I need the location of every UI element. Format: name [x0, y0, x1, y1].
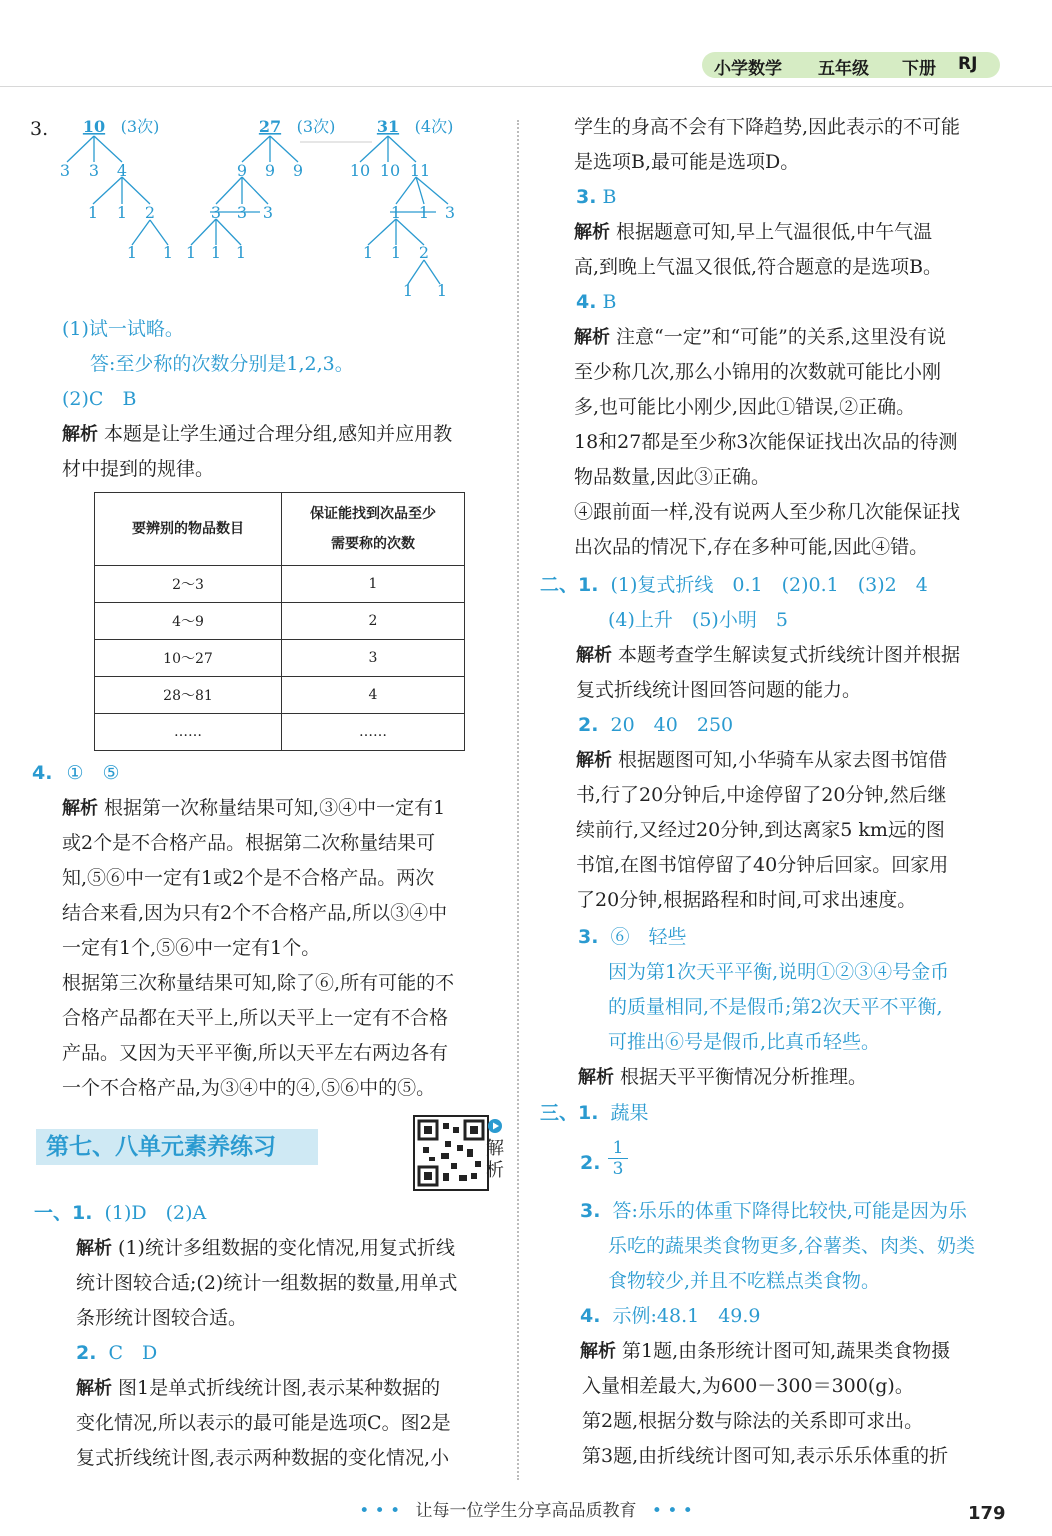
q4-exp-line: 一定有1个,⑤⑥中一定有1个。 — [62, 937, 321, 959]
jiexi-label: 解析 — [578, 1067, 614, 1088]
s3r-line — [580, 1194, 967, 1229]
r3-exp-line: 高,到晚上气温又很低,符合题意的是选项B。 — [574, 256, 943, 278]
tree3-node: 1 — [390, 243, 402, 262]
s3r-blue-line: 食物较少,并且不吃糕点类食物。 — [608, 1270, 881, 1292]
section-title: 第七、八单元素养练习 — [36, 1129, 318, 1165]
tree3-node: 1 — [418, 203, 430, 222]
q4-answer: ① ⑤ — [66, 762, 120, 784]
table-row — [95, 566, 465, 603]
jiexi-label: 解析 — [574, 327, 610, 348]
q4-line — [32, 756, 120, 791]
r3-explanation — [574, 215, 932, 250]
tree2-node: 9 — [292, 161, 304, 180]
r4-exp-line: 出次品的情况下,存在多种可能,因此④错。 — [574, 536, 929, 558]
tree2-node: 3 — [262, 203, 274, 222]
r3-label: 3. — [576, 186, 597, 208]
s1-explanation — [76, 1231, 455, 1266]
tree1-node: 3 — [59, 161, 71, 180]
s1-exp-line: 统计图较合适;(2)统计一组数据的数量,用单式 — [76, 1272, 458, 1294]
s1-line — [34, 1196, 206, 1231]
r4-exp-line: 至少称几次,那么小锦用的次数就可能比小刚 — [574, 361, 942, 383]
tree1-node: 1 — [116, 203, 128, 222]
footer-slogan: 让每一位学生分享高品质教育 — [415, 1501, 637, 1521]
e3-exp-line: 根据天平平衡情况分析推理。 — [620, 1066, 868, 1088]
tree2-node: 9 — [236, 161, 248, 180]
header-subject: 小学数学 — [714, 59, 782, 79]
q4-exp-line: 结合来看,因为只有2个不合格产品,所以③④中 — [62, 902, 448, 924]
s2-label: 2. — [76, 1342, 97, 1364]
s4r-exp-line: 第2题,根据分数与除法的关系即可求出。 — [582, 1410, 924, 1432]
jiexi-label: 解析 — [76, 1238, 112, 1259]
qr-code[interactable] — [413, 1115, 489, 1191]
table-header-line: 需要称的次数 — [331, 536, 415, 552]
r4-answer: B — [602, 291, 617, 313]
e2-exp-line: 书馆,在图书馆停留了40分钟后回家。回家用 — [576, 854, 949, 876]
q4-exp-line: 合格产品都在天平上,所以天平上一定有不合格 — [62, 1007, 449, 1029]
s4r-exp-line: 第1题,由条形统计图可知,蔬果类食物摄 — [622, 1340, 951, 1362]
tree2-node: 9 — [264, 161, 276, 180]
table-header-cell: 要辨别的物品数目 — [95, 493, 282, 566]
jiexi-label: 解析 — [76, 1378, 112, 1399]
qr-label: 解析 — [486, 1138, 504, 1181]
e1-label: 二、1. — [540, 574, 599, 596]
table-cell: 4～9 — [95, 603, 282, 640]
r3-line — [576, 180, 616, 215]
fraction — [608, 1138, 628, 1179]
q3-explanation — [62, 417, 452, 452]
tree1-node: 1 — [162, 243, 174, 262]
tree3-root: 31 — [376, 117, 400, 136]
header-volume: 下册 — [902, 59, 936, 79]
e1-answer: (1)复式折线 0.1 (2)0.1 (3)2 4 — [610, 574, 928, 596]
e2-exp-line: 续前行,又经过20分钟,到达离家5 km远的图 — [576, 819, 945, 841]
table-cell: …… — [282, 714, 465, 751]
s4r-explanation — [580, 1334, 950, 1369]
page-number: 179 — [968, 1503, 1006, 1524]
s2-exp-line: 复式折线统计图,表示两种数据的变化情况,小 — [76, 1447, 450, 1469]
header-divider — [0, 86, 1052, 87]
table-cell: 2～3 — [95, 566, 282, 603]
e3-line — [578, 920, 687, 955]
fraction-denominator: 3 — [608, 1158, 628, 1179]
q4-exp-line: 根据第一次称量结果可知,③④中一定有1 — [104, 797, 446, 819]
weighing-table — [94, 492, 465, 751]
tree1-root: 10 — [82, 117, 106, 136]
q3-exp-line: 材中提到的规律。 — [62, 458, 215, 480]
footer-dots-right: • • • — [651, 1501, 693, 1521]
e1-exp-line: 本题考查学生解读复式折线统计图并根据 — [618, 644, 961, 666]
r4-exp-line: 18和27都是至少称3次能保证找出次品的待测 — [574, 431, 958, 453]
header-grade: 五年级 — [818, 59, 869, 79]
table-header-cell — [282, 493, 465, 566]
tree2-node: 1 — [235, 243, 247, 262]
tree1-node: 1 — [87, 203, 99, 222]
table-cell: 3 — [282, 640, 465, 677]
tree3-node: 1 — [402, 281, 414, 300]
jiexi-label: 解析 — [576, 645, 612, 666]
e2-label: 2. — [578, 714, 599, 736]
table-row — [95, 603, 465, 640]
table-cell: 2 — [282, 603, 465, 640]
table-row — [95, 714, 465, 751]
weighing-tree-diagram — [50, 112, 480, 312]
e2-exp-line: 了20分钟,根据路程和时间,可求出速度。 — [576, 889, 917, 911]
header-badge — [702, 52, 1000, 78]
e3-answer: ⑥ 轻些 — [610, 926, 687, 948]
table-cell: 28～81 — [95, 677, 282, 714]
e2-answer: 20 40 250 — [610, 714, 734, 736]
s1r-answer: 蔬果 — [610, 1102, 649, 1124]
s2-answer: C D — [108, 1342, 158, 1364]
q4-exp-line: 或2个是不合格产品。根据第二次称量结果可 — [62, 832, 436, 854]
tree2-node: 3 — [236, 203, 248, 222]
header-edition: RJ — [958, 54, 978, 74]
qr-code-icon — [415, 1117, 487, 1189]
e3-blue-line: 的质量相同,不是假币;第2次天平不平衡, — [608, 996, 943, 1018]
s2-line — [76, 1336, 157, 1371]
s1r-label: 三、1. — [540, 1102, 599, 1124]
tree2-node: 3 — [210, 203, 222, 222]
tree3-node: 10 — [349, 161, 371, 180]
table-header-row — [95, 493, 465, 566]
e1-line — [540, 568, 928, 603]
tree1-count: (3次) — [120, 117, 160, 136]
e2-explanation — [576, 743, 947, 778]
tree3-node: 1 — [362, 243, 374, 262]
r4-exp-line: 物品数量,因此③正确。 — [574, 466, 771, 488]
fraction-numerator: 1 — [612, 1138, 624, 1158]
q4-label: 4. — [32, 762, 53, 784]
e1-answer-2: (4)上升 (5)小明 5 — [608, 609, 788, 631]
cont-line: 学生的身高不会有下降趋势,因此表示的不可能 — [574, 116, 961, 138]
q3-answer: 答:至少称的次数分别是1,2,3。 — [90, 353, 354, 375]
e2-line — [578, 708, 733, 743]
e3-blue-line: 可推出⑥号是假币,比真币轻些。 — [608, 1031, 881, 1053]
r4-explanation — [574, 320, 946, 355]
r3-exp-line: 根据题意可知,早上气温很低,中午气温 — [616, 221, 933, 243]
q4-explanation — [62, 791, 445, 826]
s1-exp-line: 条形统计图较合适。 — [76, 1307, 248, 1329]
s2-explanation — [76, 1371, 440, 1406]
tree3-node: 1 — [436, 281, 448, 300]
e1-explanation — [576, 638, 960, 673]
r3-answer: B — [602, 186, 617, 208]
tree3-node: 1 — [390, 203, 402, 222]
s4r-line — [580, 1299, 761, 1334]
s1-exp-line: (1)统计多组数据的变化情况,用复式折线 — [118, 1237, 456, 1259]
s4r-exp-line: 入量相差最大,为600－300＝300(g)。 — [582, 1375, 914, 1397]
tree1-node: 2 — [144, 203, 156, 222]
s3r-label: 3. — [580, 1200, 601, 1222]
q3-part2: (2)C B — [62, 388, 137, 410]
tree2-root: 27 — [258, 117, 282, 136]
table-cell: 4 — [282, 677, 465, 714]
q3-label: 3. — [30, 118, 49, 140]
tree3-node: 2 — [418, 243, 430, 262]
e3-blue-line: 因为第1次天平平衡,说明①②③④号金币 — [608, 961, 950, 983]
tree1-node: 4 — [116, 161, 128, 180]
jiexi-label: 解析 — [574, 222, 610, 243]
e2-exp-line: 书,行了20分钟后,中途停留了20分钟,然后继 — [576, 784, 947, 806]
tree3-node: 11 — [409, 161, 431, 180]
r4-exp-line: ④跟前面一样,没有说两人至少称几次能保证找 — [574, 501, 961, 523]
table-header-line: 保证能找到次品至少 — [310, 506, 436, 522]
tree1-node: 1 — [126, 243, 138, 262]
tree2-count: (3次) — [296, 117, 336, 136]
footer-dots-left: • • • — [359, 1501, 401, 1521]
e2-exp-line: 根据题图可知,小华骑车从家去图书馆借 — [618, 749, 948, 771]
jiexi-label: 解析 — [580, 1341, 616, 1362]
q4-exp-line: 产品。又因为天平平衡,所以天平左右两边各有 — [62, 1042, 449, 1064]
s4r-label: 4. — [580, 1305, 601, 1327]
s2r-label: 2. — [580, 1152, 601, 1174]
play-icon — [488, 1119, 502, 1133]
e3-label: 3. — [578, 926, 599, 948]
column-divider — [517, 120, 519, 1480]
e1-exp-line: 复式折线统计图回答问题的能力。 — [576, 679, 862, 701]
s3r-blue-line: 答:乐乐的体重下降得比较快,可能是因为乐 — [612, 1200, 967, 1222]
tree2-node: 1 — [185, 243, 197, 262]
table-row — [95, 677, 465, 714]
q3-part1: (1)试一试略。 — [62, 318, 184, 340]
footer — [0, 1496, 1052, 1521]
s1r-line — [540, 1096, 649, 1131]
r4-exp-line: 注意“一定”和“可能”的关系,这里没有说 — [616, 326, 946, 348]
table-cell: …… — [95, 714, 282, 751]
tree2-node: 1 — [210, 243, 222, 262]
cont-line: 是选项B,最可能是选项D。 — [574, 151, 800, 173]
s2-exp-line: 图1是单式折线统计图,表示某种数据的 — [118, 1377, 441, 1399]
table-row — [95, 640, 465, 677]
table-cell: 10～27 — [95, 640, 282, 677]
s2r-line — [580, 1146, 600, 1181]
q3-exp-line: 本题是让学生通过合理分组,感知并应用教 — [104, 423, 453, 445]
tree3-count: (4次) — [414, 117, 454, 136]
jiexi-label: 解析 — [62, 424, 98, 445]
q4-exp-line: 一个不合格产品,为③④中的④,⑤⑥中的⑤。 — [62, 1077, 436, 1099]
s4r-exp-line: 第3题,由折线统计图可知,表示乐乐体重的折 — [582, 1445, 949, 1467]
q4-exp-line: 根据第三次称量结果可知,除了⑥,所有可能的不 — [62, 972, 455, 994]
q4-exp-line: 知,⑤⑥中一定有1或2个是不合格产品。两次 — [62, 867, 435, 889]
tree3-node: 3 — [444, 203, 456, 222]
e3-explanation — [578, 1060, 867, 1095]
tree3-node: 10 — [379, 161, 401, 180]
s4r-answer: 示例:48.1 49.9 — [612, 1305, 761, 1327]
tree1-node: 3 — [88, 161, 100, 180]
table-cell: 1 — [282, 566, 465, 603]
s2-exp-line: 变化情况,所以表示的最可能是选项C。图2是 — [76, 1412, 451, 1434]
r4-line — [576, 285, 616, 320]
jiexi-label: 解析 — [62, 798, 98, 819]
s3r-blue-line: 乐吃的蔬果类食物更多,谷薯类、肉类、奶类 — [608, 1235, 976, 1257]
s1-label: 一、1. — [34, 1202, 93, 1224]
r4-label: 4. — [576, 291, 597, 313]
jiexi-label: 解析 — [576, 750, 612, 771]
s1-answer: (1)D (2)A — [104, 1202, 207, 1224]
r4-exp-line: 多,也可能比小刚少,因此①错误,②正确。 — [574, 396, 916, 418]
